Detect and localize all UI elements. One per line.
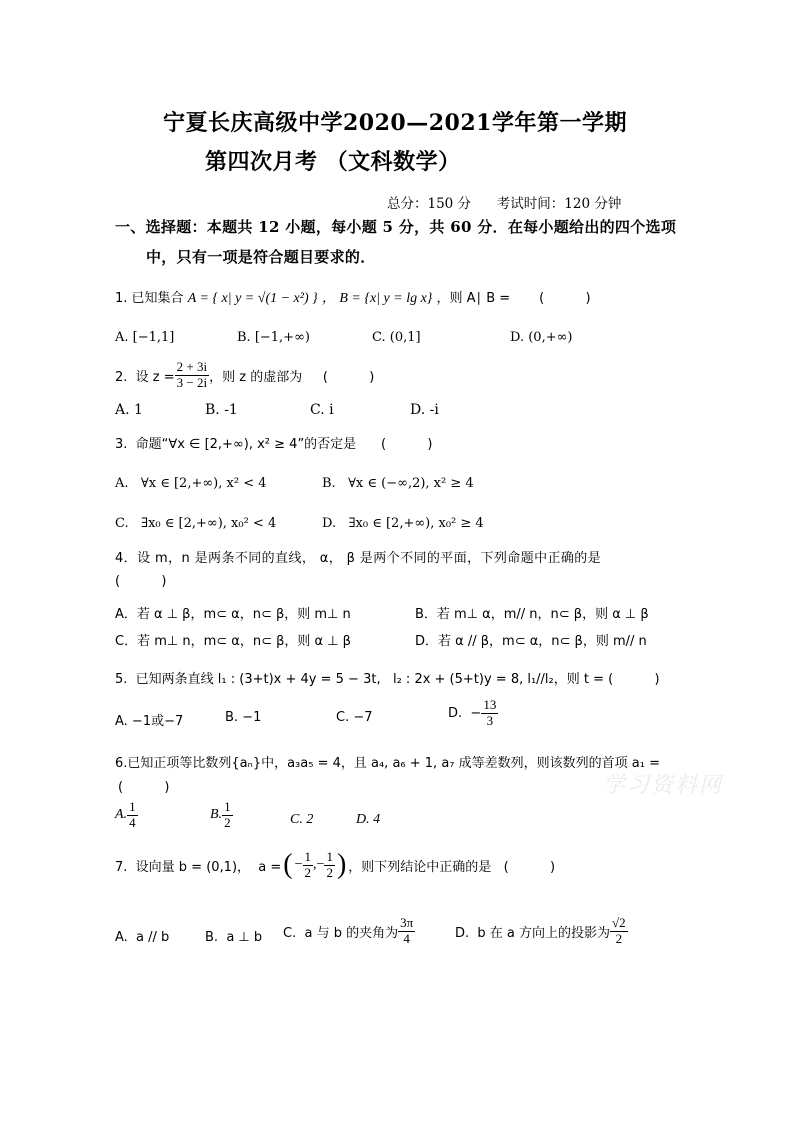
q2-option-b: B. -1 <box>205 402 238 418</box>
q7-option-d-fraction <box>610 916 628 947</box>
section-heading-line2: 中，只有一项是符合题目要求的． <box>146 248 376 266</box>
q7-vec-y <box>324 850 335 881</box>
q4-paren: ( ) <box>115 574 167 589</box>
q2-option-a: A. 1 <box>115 402 143 418</box>
q7-right-paren: ) <box>336 849 347 881</box>
q6-option-a-fraction <box>127 800 138 831</box>
q7-d-den: 2 <box>615 930 623 946</box>
q7-prefix: 7. 设向量 b = (0,1)， a = <box>115 859 282 875</box>
q6-option-b-fraction <box>222 800 233 831</box>
q7-option-d <box>455 916 628 947</box>
question-6: 6.已知正项等比数列{aₙ}中，a₃a₅ = 4，且 a₄, a₆ + 1, a₇ 成等差数列，则该数列的首项 a₁ = <box>115 756 660 771</box>
q6-a-den: 4 <box>129 814 136 830</box>
question-3: 3. 命题“∀x ∈ [2,+∞), x² ≥ 4”的否定是 ( ) <box>115 437 433 452</box>
q7-c-num: 3π <box>400 915 414 930</box>
q6-option-d: D. 4 <box>356 812 381 827</box>
q3-option-a: A. ∀x ∈ [2,+∞), x² < 4 <box>115 476 267 491</box>
q2-prefix: 2. 设 z = <box>115 369 175 385</box>
question-4: 4．设 m，n 是两条不同的直线， α， β 是两个不同的平面，下列命题中正确的是 <box>115 551 602 566</box>
q7-x-num: 1 <box>304 849 312 864</box>
question-7 <box>115 850 555 881</box>
q2-frac-num: 2 + 3i <box>176 359 208 374</box>
q1-set-a: A = { x| y = √(1 − x²) } <box>187 291 318 306</box>
q6-option-a <box>115 800 138 831</box>
q5-option-d-label: D. − <box>448 705 482 721</box>
q2-frac-den: 3 − 2i <box>176 374 208 390</box>
q5-d-num: 13 <box>483 697 497 712</box>
q7-option-d-label: D. b 在 a 方向上的投影为 <box>455 925 611 941</box>
q7-option-c-fraction <box>398 916 415 947</box>
q1-prefix: 1. 已知集合 <box>115 291 184 306</box>
q6-a-num: 1 <box>129 799 136 814</box>
q7-option-b: B. a ⊥ b <box>205 930 263 945</box>
q7-c-den: 4 <box>403 930 410 946</box>
q6-option-b-label: B. <box>210 807 223 823</box>
q7-y-den: 2 <box>326 864 333 880</box>
watermark: 学习资料网 <box>603 773 724 798</box>
q4-option-a: A．若 α ⊥ β，m⊂ α，n⊂ β，则 m⊥ n <box>115 607 351 622</box>
q7-suffix: ，则下列结论中正确的是 ( ) <box>348 859 556 875</box>
exam-title-line1: 宁夏长庆高级中学2020—2021学年第一学期 <box>163 110 627 136</box>
q4-option-c: C．若 m⊥ n，m⊂ α，n⊂ β，则 α ⊥ β <box>115 634 351 649</box>
q1-option-b: B. [−1,+∞) <box>237 330 310 345</box>
q6-option-b <box>210 800 233 831</box>
q7-option-c <box>283 916 415 947</box>
q7-vec-x <box>303 850 314 881</box>
q3-option-b: B. ∀x ∈ (−∞,2), x² ≥ 4 <box>322 476 474 491</box>
q6-b-num: 1 <box>224 799 231 814</box>
q7-option-c-label: C. a 与 b 的夹角为 <box>283 925 399 941</box>
q1-option-c: C. (0,1] <box>372 330 421 345</box>
q1-suffix: ，则 A∣ B = ( ) <box>436 291 591 306</box>
q7-left-paren: ( <box>283 849 293 881</box>
q6-b-den: 2 <box>224 814 231 830</box>
q2-suffix: ，则 z 的虚部为 ( ) <box>209 369 375 385</box>
q4-option-d: D．若 α // β，m⊂ α，n⊂ β，则 m// n <box>415 634 647 649</box>
q3-option-c: C. ∃x₀ ∈ [2,+∞), x₀² < 4 <box>115 516 277 531</box>
question-1 <box>115 287 591 307</box>
q2-option-d: D. -i <box>410 402 439 418</box>
q7-comma-minus: ,− <box>313 857 325 873</box>
q6-option-c: C. 2 <box>290 812 314 827</box>
q3-option-d: D. ∃x₀ ∈ [2,+∞), x₀² ≥ 4 <box>322 516 484 531</box>
q7-x-den: 2 <box>304 864 312 880</box>
question-5: 5. 已知两条直线 l₁ : (3+t)x + 4y = 5 − 3t, l₂ : 2x + (5+t)y = 8, l₁//l₂，则 t = ( ) <box>115 672 660 687</box>
q6-option-a-label: A. <box>115 807 128 823</box>
q4-option-b: B．若 m⊥ α，m// n，n⊂ β，则 α ⊥ β <box>415 607 649 622</box>
q5-option-a: A. −1或−7 <box>115 714 184 729</box>
q5-option-b: B. −1 <box>225 710 262 725</box>
q6-paren: ( ) <box>118 780 170 795</box>
q1-option-a: A. [−1,1] <box>115 330 175 345</box>
q7-minus-1: − <box>294 857 303 873</box>
q7-option-a: A. a // b <box>115 930 170 945</box>
q7-d-num: √2 <box>612 915 626 930</box>
q1-option-d: D. (0,+∞) <box>510 330 573 345</box>
q7-y-num: 1 <box>326 849 333 864</box>
section-heading-line1: 一、选择题：本题共 12 小题，每小题 5 分，共 60 分．在每小题给出的四个选项 <box>115 218 677 236</box>
question-2 <box>115 360 374 391</box>
q5-d-den: 3 <box>486 712 494 728</box>
q2-fraction <box>175 360 209 391</box>
q2-option-c: C. i <box>310 402 334 418</box>
exam-meta: 总分：150 分 考试时间：120 分钟 <box>387 196 622 212</box>
q5-option-d-fraction <box>481 698 498 729</box>
q5-option-d <box>448 698 498 729</box>
q5-option-c: C. −7 <box>336 710 373 725</box>
q1-set-b: ， B = {x| y = lg x} <box>321 291 433 306</box>
exam-title-line2: 第四次月考 （文科数学） <box>205 149 461 175</box>
